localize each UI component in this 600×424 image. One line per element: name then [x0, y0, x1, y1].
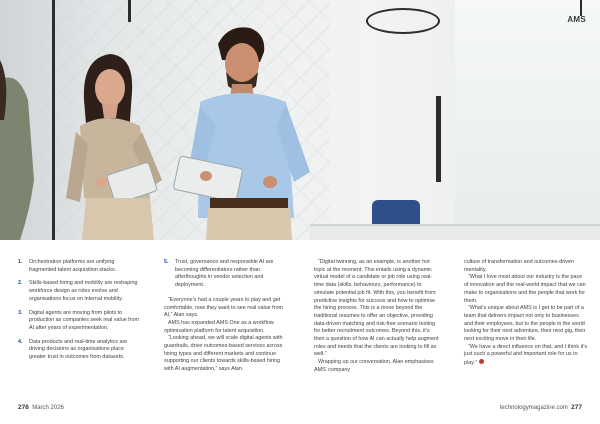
end-of-article-icon — [479, 359, 484, 364]
body-paragraph: AMS has expanded AMS One as a workflow optimisation platform for talent acquisition. — [164, 319, 274, 334]
man-with-tablet — [170, 22, 330, 240]
person-left-partial — [0, 60, 40, 240]
body-paragraph: “Digital twinning, as an example, is another hot topic at the moment. This entails using a dynamic virtual model of a candidate or job role using real-time data (skills, behaviours, performance) to simulate potential job fit. With this, you benefit from predictive insights for success and how to optimise the hiring process. This is a move beyond the traditional resumes to offer an objective, providing data-driven matching and risk-free scenario testing for better recruitment outcomes. Beyond this, it’s then a question of how AI can actually help augment roles and needs that the clients are looking to fill as well.” — [314, 259, 439, 358]
list-item — [164, 259, 288, 290]
body-paragraph: culture of transformation and outcomes-driven mentality. — [464, 259, 574, 273]
body-paragraph: “Looking ahead, we will scale digital agents with guardrails, drive outcomes-based services across hiring types and different markets and continue supporting our clients towards skills-based hiring with AI augmentation,” says Alan. — [164, 335, 283, 373]
window-light — [455, 0, 600, 240]
column-4 — [464, 259, 588, 368]
footer-left — [18, 404, 64, 411]
woman-with-tablet — [58, 48, 178, 240]
site-url[interactable]: technologymagazine.com — [499, 405, 568, 411]
list-text: Trust, governance and responsible AI are becoming differentiators rather than afterthoughts in vendor selection and deployment. — [175, 259, 274, 289]
closing-quote: “We have a direct influence on that, and I think it’s just such a powerful and important role for us to play.” — [464, 343, 588, 367]
list-text: Orchestration platforms are unifying fragmented talent acquisition stacks. — [29, 259, 117, 273]
pendant-lamp — [366, 8, 440, 34]
window-frame — [52, 0, 55, 240]
desk — [310, 224, 600, 240]
window-frame-top — [128, 0, 131, 22]
key-trends-list-continued — [164, 259, 288, 290]
list-item — [18, 280, 142, 303]
list-number: 1. — [18, 259, 23, 265]
key-trends-list — [18, 259, 142, 362]
list-number: 4. — [18, 338, 23, 345]
column-2 — [164, 259, 288, 374]
list-text: Data products and real-time analytics are driving decisions as organisations place greater trust in outcomes from datasets. — [29, 338, 128, 361]
list-number: 3. — [18, 309, 23, 316]
list-item — [18, 259, 142, 274]
column-3 — [314, 259, 440, 375]
list-number: 2. — [18, 280, 23, 287]
list-text: Digital agents are moving from pilots to production as companies seek real value from AI after years of experimentation. — [29, 309, 139, 331]
body-paragraph: “What’s unique about AMS is I get to be part of a team that delivers impact not only to businesses and their employees, but to the people in the world looking for their next adventure, their next gig, their next exciting move in their life. — [464, 305, 586, 343]
body-paragraph: “What I love most about our industry is the pace of innovation and the real-world impact that we can make to organisations and the people that work for them. — [464, 274, 586, 304]
list-item — [18, 339, 142, 362]
page-number-right: 277 — [571, 404, 582, 411]
list-number: 5. — [164, 259, 169, 265]
page-number-left: 276 — [18, 404, 29, 411]
issue-date: March 2026 — [32, 405, 64, 411]
brand-label: AMS — [567, 15, 586, 24]
wall-mark — [580, 0, 582, 16]
column-1 — [18, 259, 142, 368]
body-paragraph — [464, 344, 588, 368]
footer-right — [500, 404, 582, 411]
door-handle — [436, 96, 441, 182]
body-paragraph: “Everyone’s had a couple years to play and get comfortable, now they want to see real value from AI,” Alan says. — [164, 296, 283, 319]
body-paragraph: Wrapping up our conversation, Alan emphasises AMS’ company — [314, 359, 434, 373]
list-item — [18, 310, 142, 333]
list-text: Skills-based hiring and mobility are reshaping workforce design as roles evolve and organisations focus on internal mobility. — [29, 280, 138, 302]
